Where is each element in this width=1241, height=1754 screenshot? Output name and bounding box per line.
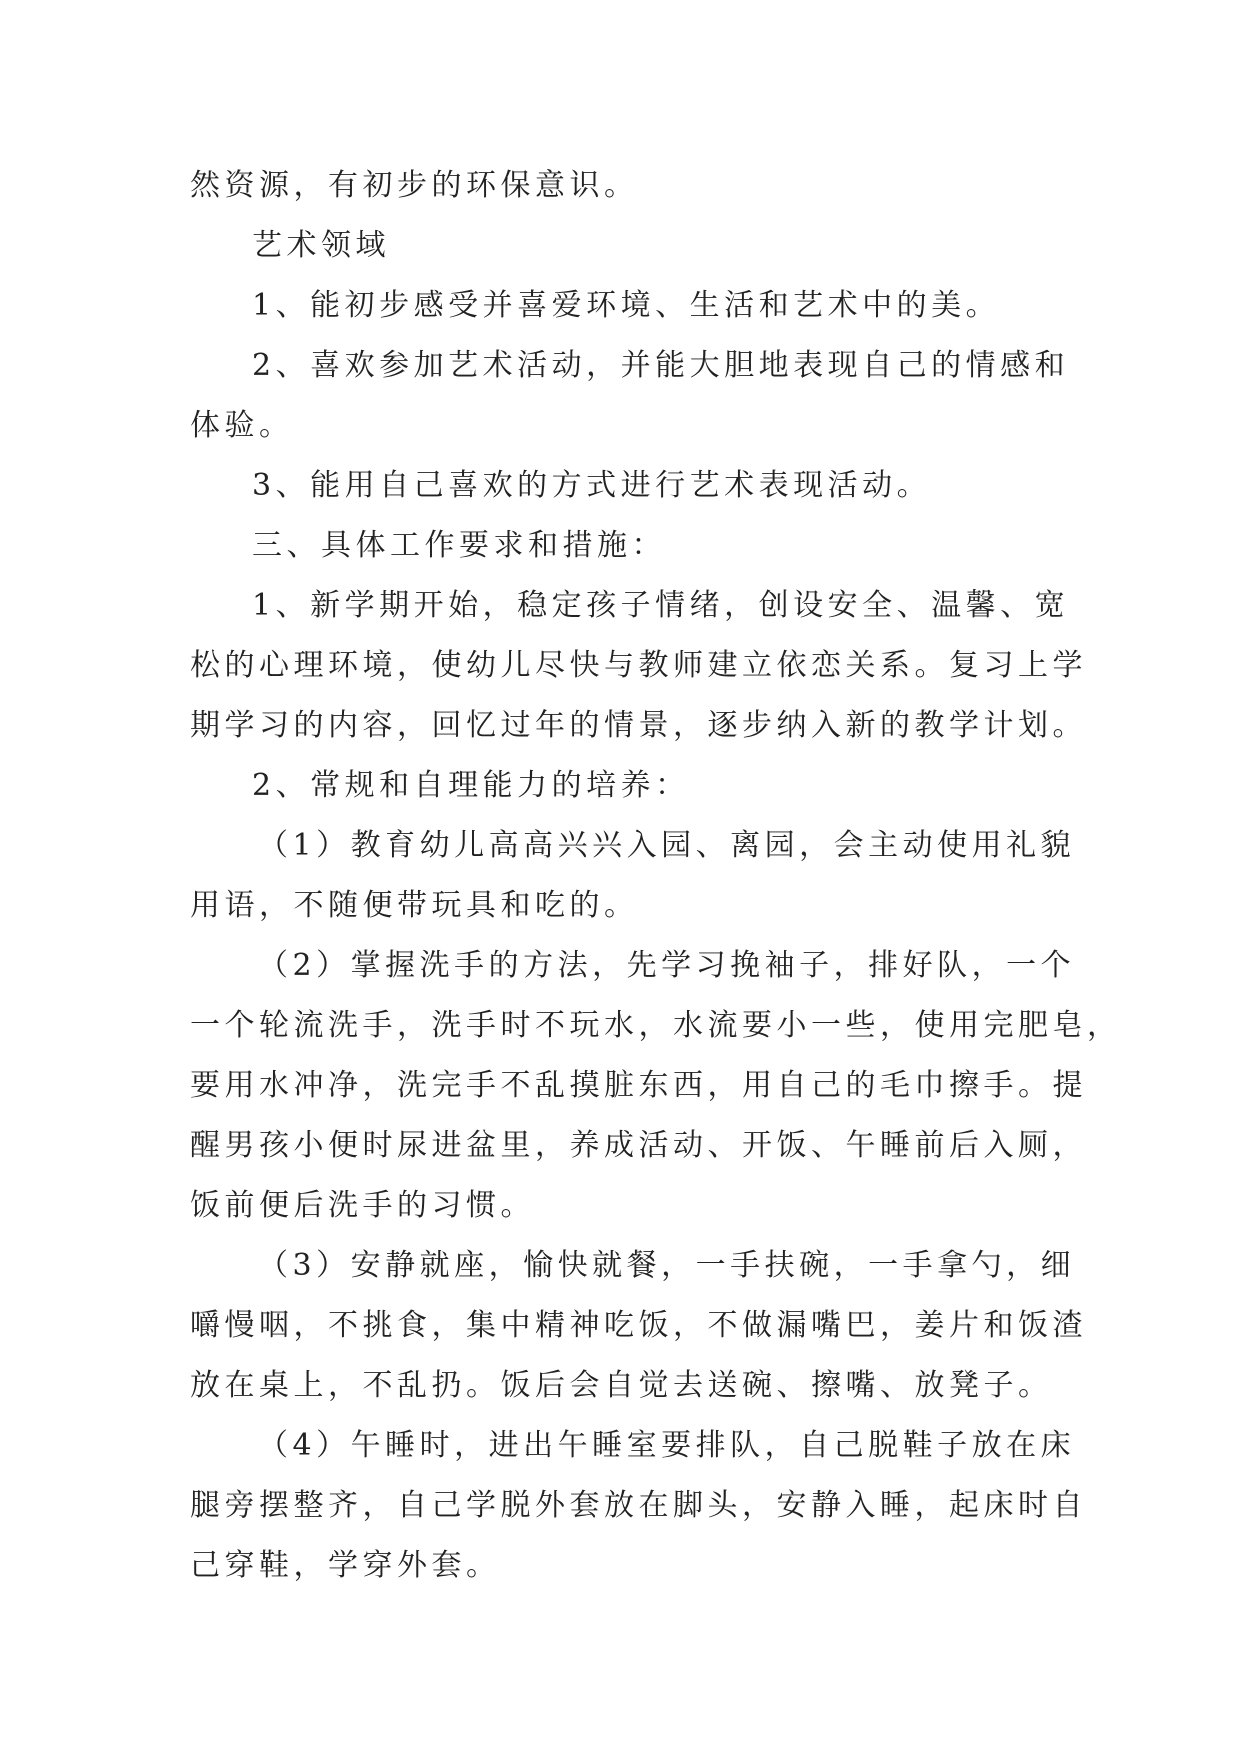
section-heading-art: 艺术领域: [252, 228, 390, 263]
text-line: 1、能初步感受并喜爱环境、生活和艺术中的美。: [252, 288, 1001, 323]
text-line: （2）掌握洗手的方法，先学习挽袖子，排好队，一个: [258, 948, 1076, 983]
text-line: 要用水冲净，洗完手不乱摸脏东西，用自己的毛巾擦手。提: [190, 1068, 1087, 1103]
text-line: 松的心理环境，使幼儿尽快与教师建立依恋关系。复习上学: [190, 648, 1087, 683]
text-line: 体验。: [190, 408, 294, 443]
text-line: 2、喜欢参加艺术活动，并能大胆地表现自己的情感和: [252, 348, 1070, 383]
text-line: 期学习的内容，回忆过年的情景，逐步纳入新的教学计划。: [190, 708, 1087, 743]
text-line: 醒男孩小便时尿进盆里，养成活动、开饭、午睡前后入厕，: [190, 1128, 1087, 1163]
text-line: 饭前便后洗手的习惯。: [190, 1188, 535, 1223]
text-line: 然资源，有初步的环保意识。: [190, 168, 639, 203]
text-line: （3）安静就座，愉快就餐，一手扶碗，一手拿勺，细: [258, 1248, 1076, 1283]
text-line: （1）教育幼儿高高兴兴入园、离园，会主动使用礼貌: [258, 828, 1076, 863]
text-line: 放在桌上，不乱扔。饭后会自觉去送碗、擦嘴、放凳子。: [190, 1368, 1053, 1403]
document-body: [190, 156, 1122, 1596]
text-line: 3、能用自己喜欢的方式进行艺术表现活动。: [252, 468, 932, 503]
text-line: 一个轮流洗手，洗手时不玩水，水流要小一些，使用完肥皂，: [190, 1008, 1122, 1043]
text-line: 嚼慢咽，不挑食，集中精神吃饭，不做漏嘴巴，姜片和饭渣: [190, 1308, 1087, 1343]
section-heading-measures: 三、具体工作要求和措施：: [252, 528, 666, 563]
text-line: 1、新学期开始，稳定孩子情绪，创设安全、温馨、宽: [252, 588, 1070, 623]
text-line: 用语，不随便带玩具和吃的。: [190, 888, 639, 923]
text-line: 2、常规和自理能力的培养：: [252, 768, 690, 803]
text-line: 腿旁摆整齐，自己学脱外套放在脚头，安静入睡，起床时自: [190, 1488, 1087, 1523]
text-line: 己穿鞋，学穿外套。: [190, 1548, 501, 1583]
text-line: （4）午睡时，进出午睡室要排队，自己脱鞋子放在床: [258, 1428, 1076, 1463]
